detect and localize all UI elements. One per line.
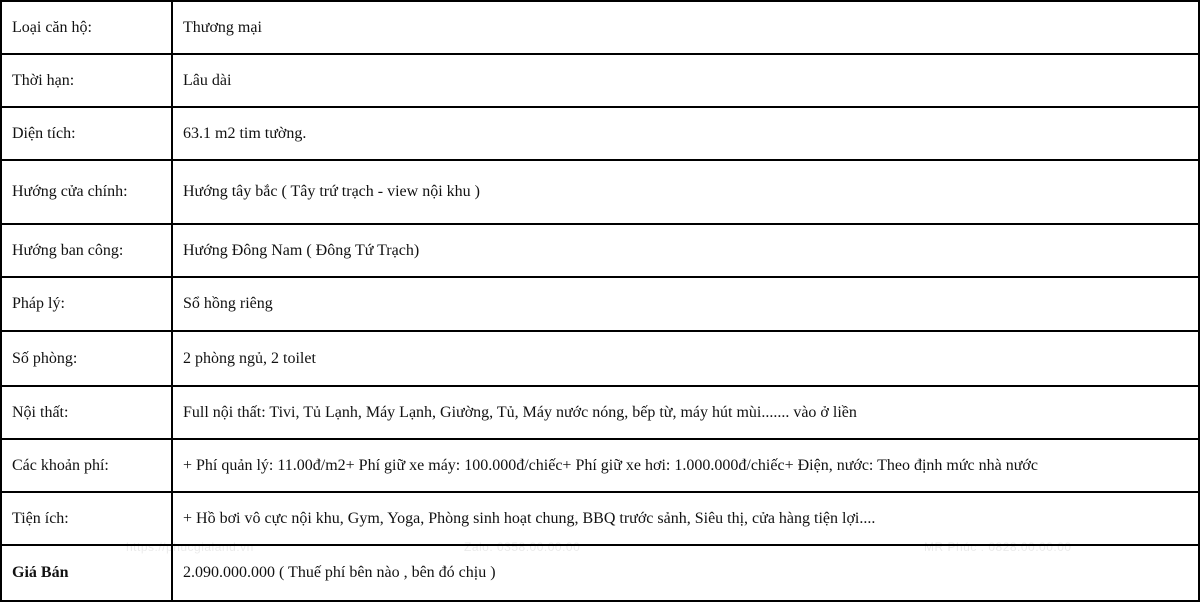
row-label: Pháp lý: — [1, 277, 172, 331]
row-value: Hướng Đông Nam ( Đông Tứ Trạch) — [172, 224, 1199, 277]
row-value: 2.090.000.000 ( Thuế phí bên nào , bên đó chịu ) — [172, 545, 1199, 601]
row-value: Lâu dài — [172, 54, 1199, 107]
watermark-website: https://phucgialand.vn — [126, 540, 254, 554]
row-value: Full nội thất: Tivi, Tủ Lạnh, Máy Lạnh, Giường, Tủ, Máy nước nóng, bếp từ, máy hút mùi....... vào ở liền — [172, 386, 1199, 439]
row-value: Sổ hồng riêng — [172, 277, 1199, 331]
row-label: Loại căn hộ: — [1, 1, 172, 54]
row-label: Hướng cửa chính: — [1, 160, 172, 224]
row-label: Hướng ban công: — [1, 224, 172, 277]
row-furniture — [1, 386, 1199, 439]
row-amenities — [1, 492, 1199, 545]
row-main-door-direction — [1, 160, 1199, 224]
watermark-zalo: Zalo: 0358.00.00.00 — [464, 540, 581, 554]
watermark-phone: MR Phúc : 0828.00.00.00 — [924, 540, 1072, 554]
row-rooms — [1, 331, 1199, 386]
row-label: Giá Bán — [1, 545, 172, 601]
row-legal — [1, 277, 1199, 331]
row-label: Tiện ích: — [1, 492, 172, 545]
row-label: Thời hạn: — [1, 54, 172, 107]
row-value: 2 phòng ngủ, 2 toilet — [172, 331, 1199, 386]
row-price — [1, 545, 1199, 601]
row-value: + Phí quản lý: 11.00đ/m2+ Phí giữ xe máy: 100.000đ/chiếc+ Phí giữ xe hơi: 1.000.000đ/chiếc+ Điện, nước: Theo định mức nhà nước — [172, 439, 1199, 492]
row-apartment-type — [1, 1, 1199, 54]
row-label: Nội thất: — [1, 386, 172, 439]
row-area — [1, 107, 1199, 160]
row-term — [1, 54, 1199, 107]
row-label: Số phòng: — [1, 331, 172, 386]
row-label: Các khoản phí: — [1, 439, 172, 492]
row-fees — [1, 439, 1199, 492]
row-value: Thương mại — [172, 1, 1199, 54]
row-value: Hướng tây bắc ( Tây trứ trạch - view nội khu ) — [172, 160, 1199, 224]
row-value: + Hồ bơi vô cực nội khu, Gym, Yoga, Phòng sinh hoạt chung, BBQ trước sảnh, Siêu thị, cửa hàng tiện lợi.... — [172, 492, 1199, 545]
row-balcony-direction — [1, 224, 1199, 277]
row-label: Diện tích: — [1, 107, 172, 160]
row-value: 63.1 m2 tim tường. — [172, 107, 1199, 160]
